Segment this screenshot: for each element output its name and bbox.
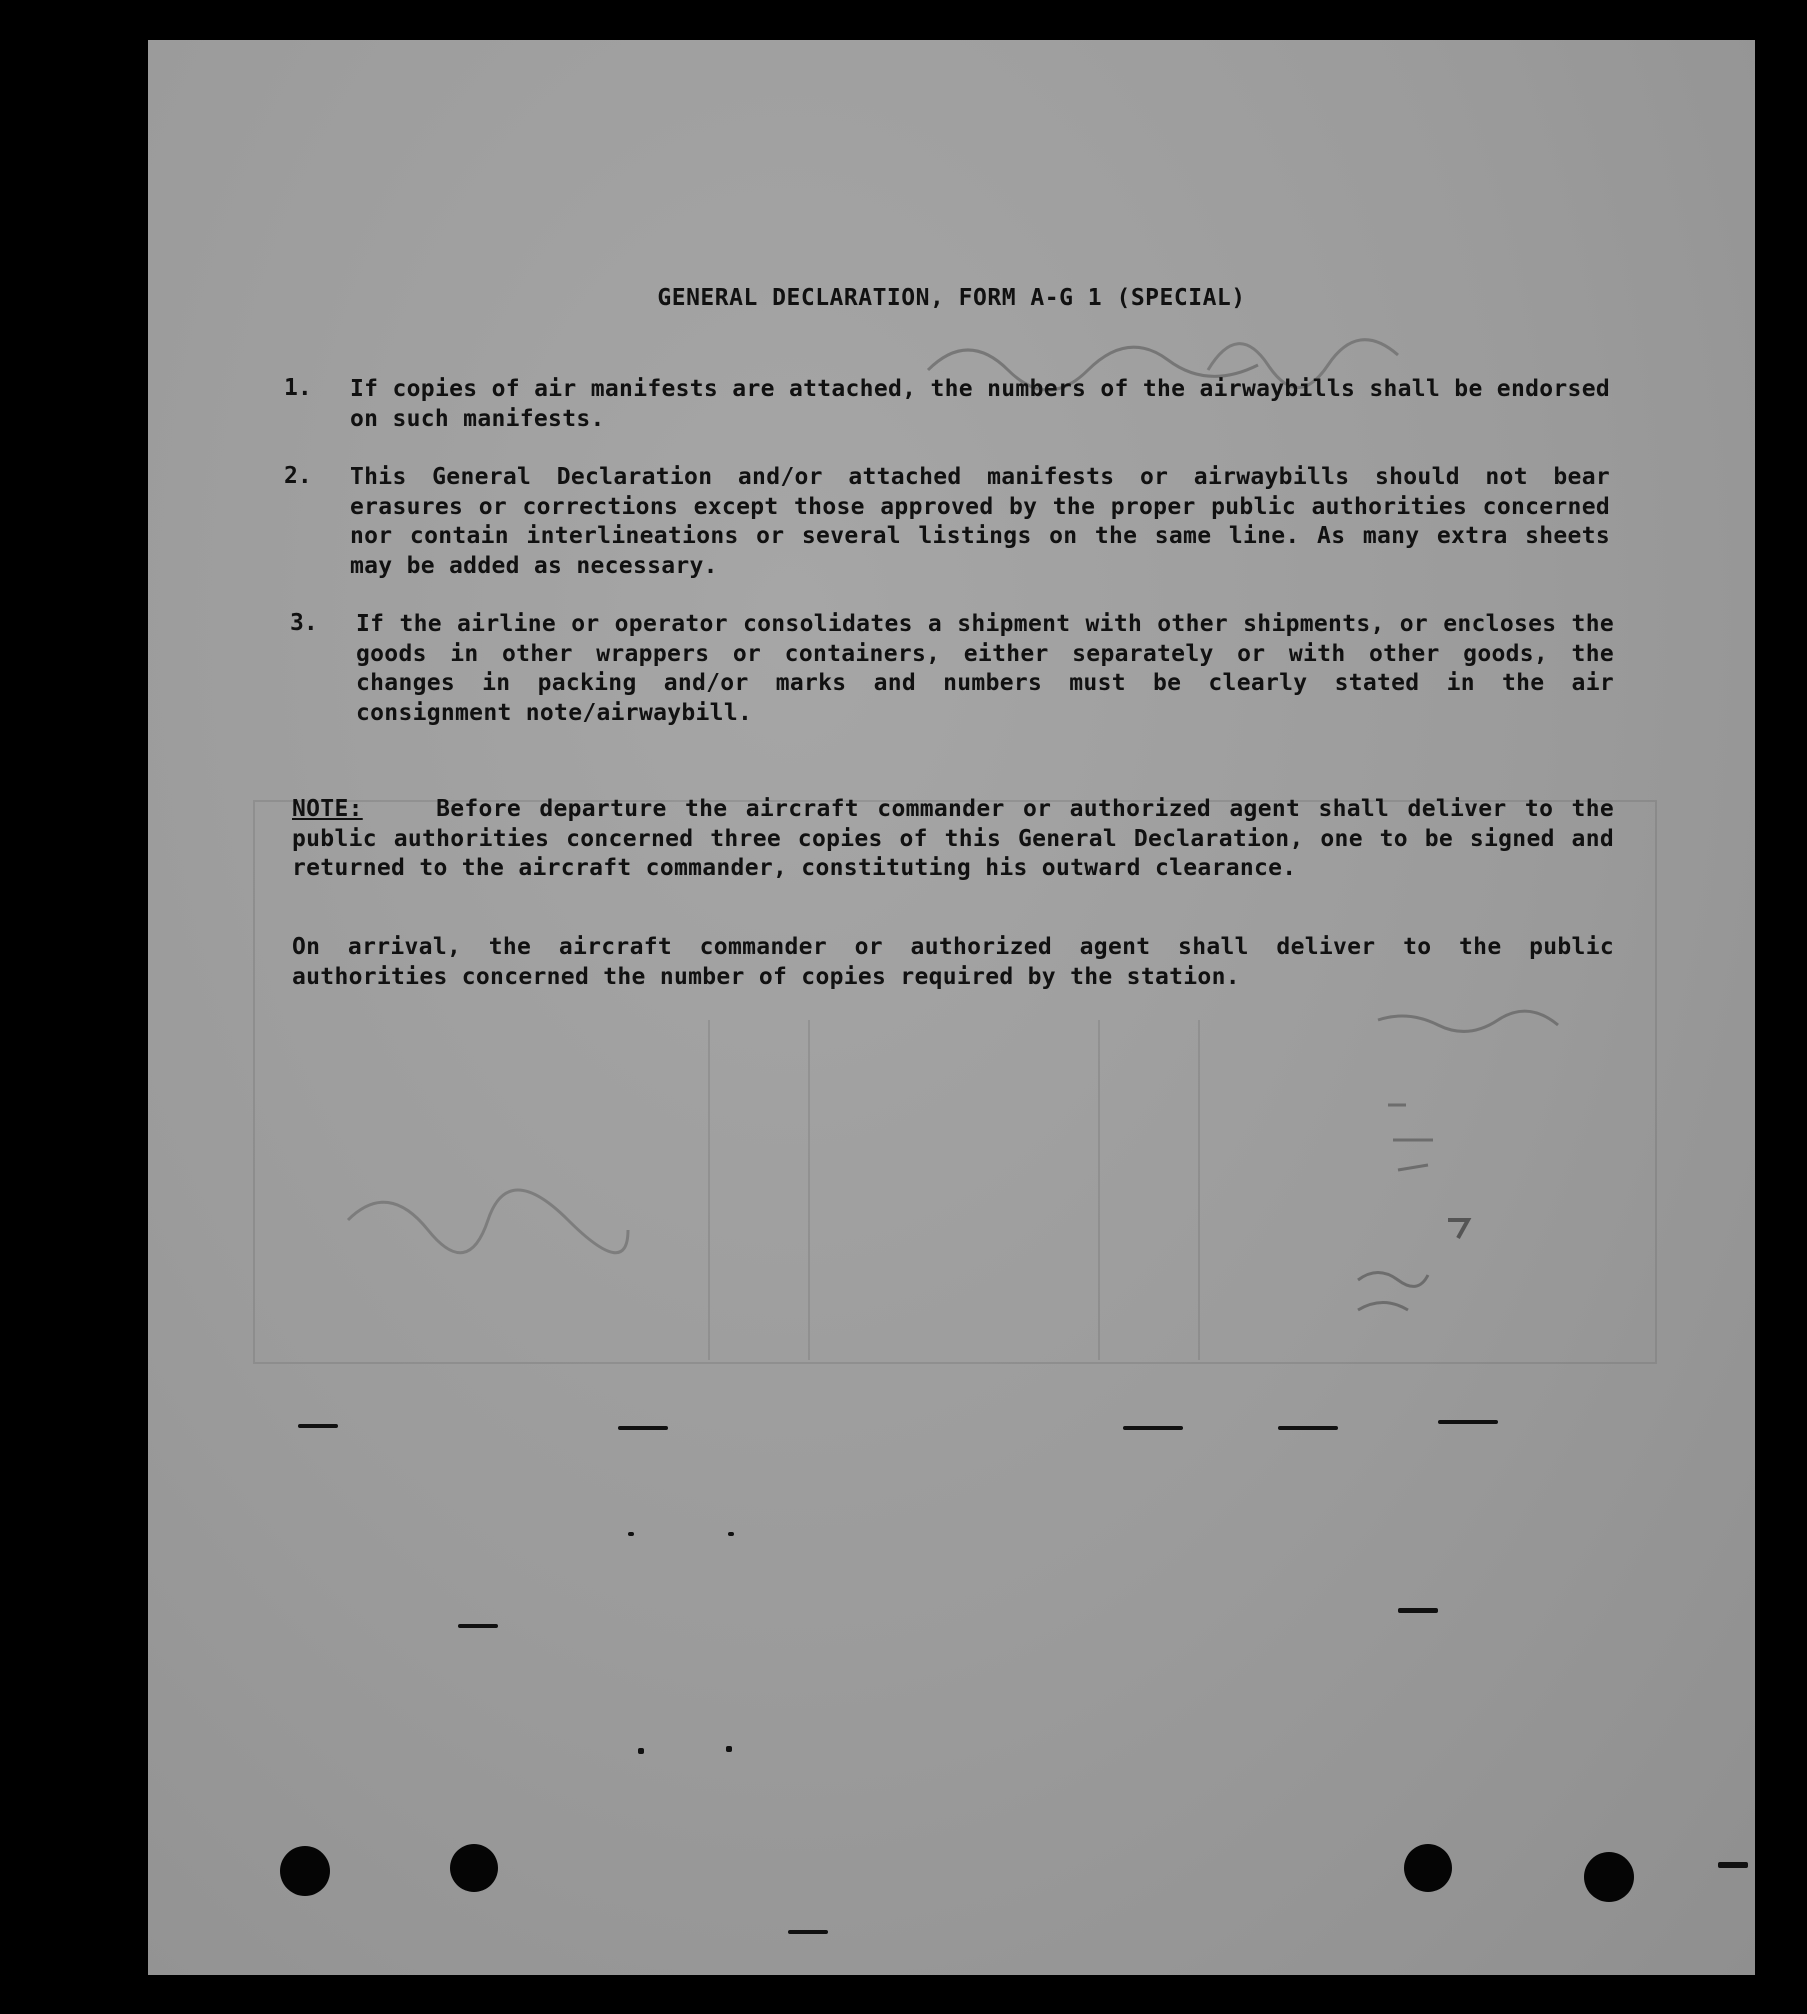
- item-number: 2.: [284, 463, 312, 489]
- note-label: NOTE:: [292, 796, 363, 822]
- note-text: Before departure the aircraft commander or authorized agent shall deliver to the public authorities concerned three copies of this General Declaration, one to be signed and returned to the aircraft commander, constituting his outward clearance.: [292, 796, 1614, 881]
- ink-speck: [728, 1532, 734, 1536]
- ink-speck: [726, 1746, 732, 1752]
- punch-hole: [280, 1846, 330, 1896]
- punch-hole: [1584, 1852, 1634, 1902]
- bleed-through-handwriting: [148, 40, 1755, 1975]
- arrival-paragraph: On arrival, the aircraft commander or authorized agent shall deliver to the public authorities concerned the number of copies required by the station.: [292, 934, 1614, 990]
- item-number: 1.: [284, 375, 312, 401]
- ink-speck: [788, 1930, 828, 1934]
- note-paragraph: [292, 795, 1614, 884]
- ink-speck: [1438, 1420, 1498, 1424]
- ink-speck: [638, 1748, 644, 1754]
- item-number: 3.: [290, 610, 318, 636]
- ink-speck: [1123, 1426, 1183, 1430]
- ink-speck: [1398, 1608, 1438, 1613]
- item-text: If copies of air manifests are attached, the numbers of the airwaybills shall be endorsed on such manifests.: [350, 376, 1610, 432]
- ink-speck: [618, 1426, 668, 1430]
- ink-speck: [1718, 1862, 1748, 1868]
- punch-hole: [1404, 1844, 1452, 1892]
- item-text: If the airline or operator consolidates a shipment with other shipments, or encloses the goods in other wrappers or containers, either separately or with other goods, the changes in packing and/or marks and numbers must be clearly stated in the air consignment note/airwaybill.: [356, 611, 1614, 726]
- ink-speck: [458, 1624, 498, 1628]
- ink-speck: [1278, 1426, 1338, 1430]
- punch-hole: [450, 1844, 498, 1892]
- item-text: This General Declaration and/or attached manifests or airwaybills should not bear erasures or corrections except those approved by the proper public authorities concerned nor contain interlineations or several listings on the same line. As many extra sheets may be added as necessary.: [350, 464, 1610, 579]
- document-sheet: [148, 40, 1755, 1975]
- page-title: GENERAL DECLARATION, FORM A-G 1 (SPECIAL): [657, 285, 1246, 311]
- ink-speck: [628, 1532, 634, 1536]
- ink-speck: [298, 1424, 338, 1428]
